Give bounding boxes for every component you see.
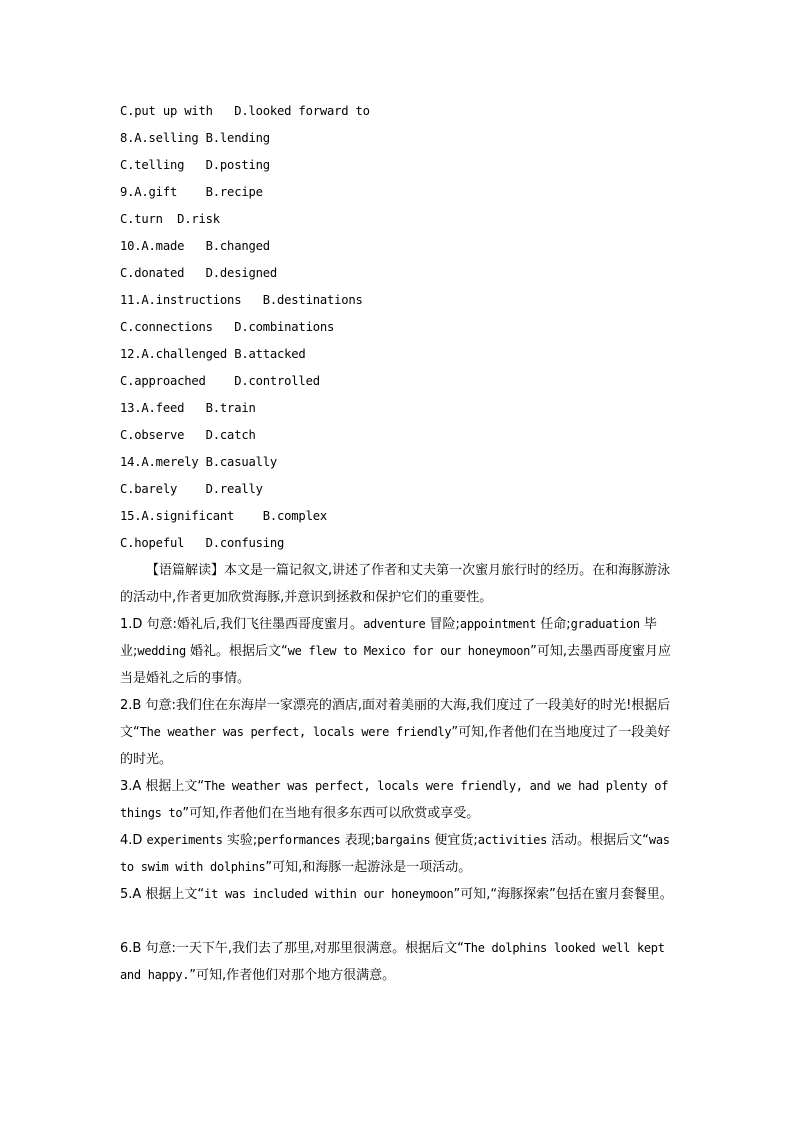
option-line: 12.A.challenged B.attacked [120, 347, 306, 361]
option-line: C.approached D.controlled [120, 374, 320, 388]
option-line: 8.A.selling B.lending [120, 131, 270, 145]
option-line: C.put up with D.looked forward to [120, 104, 370, 118]
answer-4: 4.D experiments 实验;performances 表现;bargains 便宜货;activities 活动。根据后文“was to swim with dolphins”可知,和海豚一起游泳是一项活动。 [120, 833, 670, 875]
option-line: 10.A.made B.changed [120, 239, 270, 253]
option-line: C.turn D.risk [120, 212, 220, 226]
answer-5: 5.A 根据上文“it was included within our honeymoon”可知,“海豚探索”包括在蜜月套餐里。 [120, 887, 673, 902]
answer-6: 6.B 句意:一天下午,我们去了那里,对那里很满意。根据后文“The dolphins looked well kept and happy.”可知,作者他们对那个地方很满意。 [120, 941, 665, 983]
option-line: C.observe D.catch [120, 428, 256, 442]
option-line: 11.A.instructions B.destinations [120, 293, 363, 307]
option-line: 15.A.significant B.complex [120, 509, 327, 523]
passage-analysis: 【语篇解读】本文是一篇记叙文,讲述了作者和丈夫第一次蜜月旅行时的经历。在和海豚游泳的活动中,作者更加欣赏海豚,并意识到拯救和保护它们的重要性。 [120, 563, 671, 605]
option-line: C.barely D.really [120, 482, 263, 496]
option-line: C.donated D.designed [120, 266, 278, 280]
option-line: C.connections D.combinations [120, 320, 335, 334]
option-line: C.hopeful D.confusing [120, 536, 285, 550]
option-line: 13.A.feed B.train [120, 401, 256, 415]
answer-1: 1.D 句意:婚礼后,我们飞往墨西哥度蜜月。adventure 冒险;appointment 任命;graduation 毕业;wedding 婚礼。根据后文“we flew to Mexico for our honeymoon”可知,去墨西哥度蜜月应当是婚礼之后的事情。 [120, 617, 671, 686]
option-line: 9.A.gift B.recipe [120, 185, 263, 199]
answer-3: 3.A 根据上文“The weather was perfect, locals were friendly, and we had plenty of things to”可知,作者他们在当地有很多东西可以欣赏或享受。 [120, 779, 669, 821]
option-line: 14.A.merely B.casually [120, 455, 278, 469]
answer-2: 2.B 句意:我们住在东海岸一家漂亮的酒店,面对着美丽的大海,我们度过了一段美好的时光!根据后文“The weather was perfect, locals were friendly”可知,作者他们在当地度过了一段美好的时光。 [120, 698, 671, 767]
option-line: C.telling D.posting [120, 158, 270, 172]
